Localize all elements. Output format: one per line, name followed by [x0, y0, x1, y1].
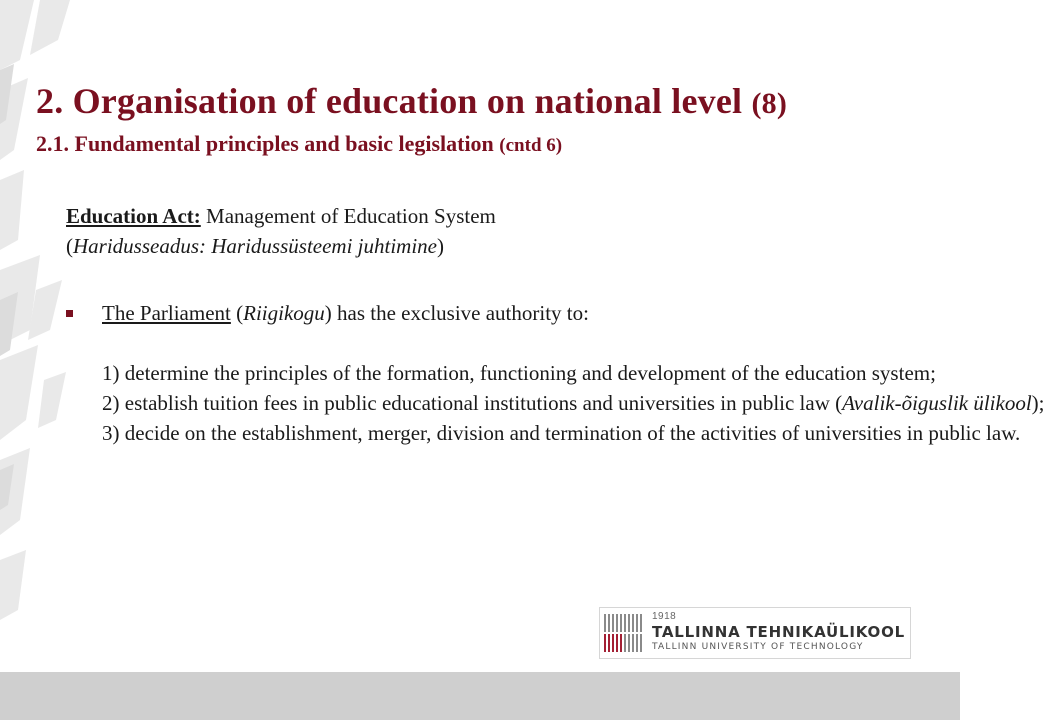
- act-original-close: ): [437, 234, 444, 258]
- list-item-3: [102, 418, 1021, 448]
- act-heading: [66, 201, 866, 231]
- slide-title-main: 2. Organisation of education on national level: [36, 81, 752, 121]
- logo-bars-icon: [604, 614, 648, 652]
- slide-title-suffix: (8): [751, 87, 788, 120]
- slide-body: [66, 201, 1045, 448]
- list-item-3-text: 3) decide on the establishment, merger, division and termination of the activities of universities in public law.: [102, 421, 1021, 445]
- logo-name: TALLINNA TEHNIKAÜLIKOOL: [652, 623, 905, 641]
- university-logo: [599, 607, 911, 659]
- slide-subtitle-main: 2.1. Fundamental principles and basic legislation: [36, 131, 500, 156]
- list-item-2: [102, 388, 1045, 418]
- list-item-1-text: 1) determine the principles of the formation, functioning and development of the education system;: [102, 361, 936, 385]
- act-original-name: [66, 231, 866, 261]
- slide-subtitle: [36, 131, 562, 157]
- slide-subtitle-suffix: (cntd 6): [499, 135, 563, 156]
- bullet-subject: The Parliament: [102, 301, 231, 325]
- logo-subtitle: TALLINN UNIVERSITY OF TECHNOLOGY: [652, 642, 864, 652]
- slide-title: [36, 80, 787, 122]
- list-item-1: [102, 358, 936, 388]
- authority-list: [66, 358, 1045, 448]
- square-bullet-icon: [66, 310, 73, 317]
- list-item-2-text-before: 2) establish tuition fees in public educational institutions and universities in public law (: [102, 391, 843, 415]
- list-item-2-italic: Avalik-õiguslik ülikool: [842, 391, 1032, 415]
- bullet-subject-original: Riigikogu: [243, 301, 325, 325]
- list-item-2-text-after: );: [1031, 391, 1045, 415]
- bullet-paren-close: ): [324, 301, 332, 325]
- bullet-item: [66, 298, 866, 328]
- bullet-paren-open: (: [230, 301, 244, 325]
- act-original-text: Haridusseadus: Haridussüsteemi juhtimine: [73, 234, 437, 258]
- act-label: Education Act:: [66, 204, 201, 228]
- footer-band: [0, 672, 960, 720]
- bullet-rest: has the exclusive authority to:: [331, 301, 589, 325]
- act-original-open: (: [66, 234, 73, 258]
- act-description: Management of Education System: [200, 204, 496, 228]
- logo-year: 1918: [652, 611, 677, 622]
